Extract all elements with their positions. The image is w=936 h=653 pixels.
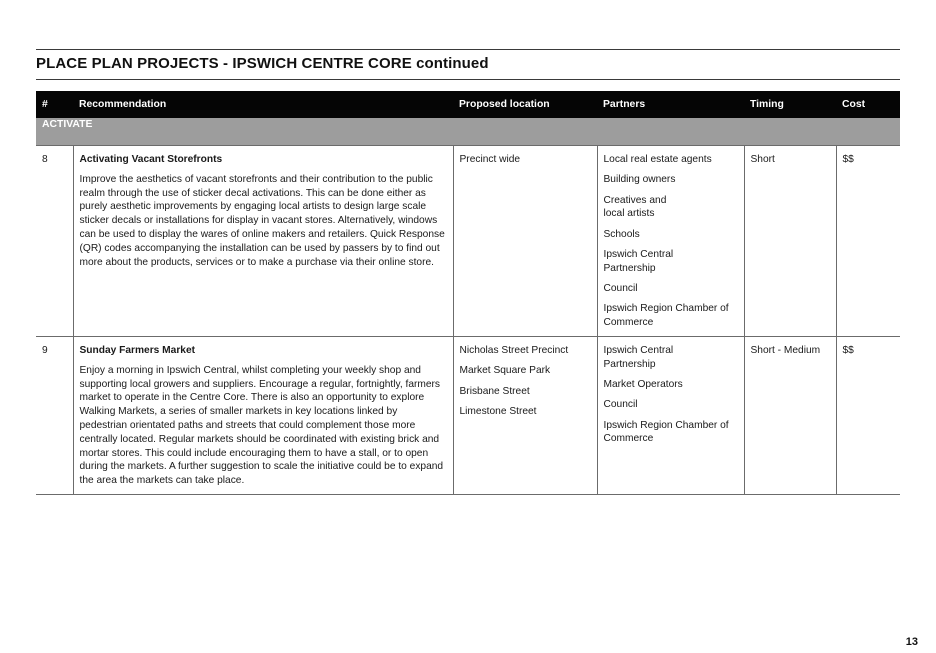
- partner-item: Creatives and local artists: [603, 194, 667, 220]
- cost-cell: $$: [836, 336, 900, 494]
- recommendation-cell: [73, 146, 453, 337]
- section-label: ACTIVATE: [36, 118, 900, 146]
- partner-item: Local real estate agents: [603, 154, 712, 165]
- recommendation-title: Activating Vacant Storefronts: [79, 154, 223, 165]
- location-item: Limestone Street: [459, 405, 537, 417]
- location-item: Market Square Park: [459, 365, 551, 377]
- header-timing: Timing: [744, 91, 836, 118]
- location-cell: [453, 336, 597, 494]
- row-num: 8: [36, 146, 73, 337]
- header-partners: Partners: [597, 91, 744, 118]
- section-row: [36, 118, 900, 146]
- location-item: Precinct wide: [459, 154, 521, 165]
- row-num: 9: [36, 336, 73, 494]
- partner-item: Ipswich Region Chamber of Commerce: [603, 419, 729, 445]
- header-num: #: [36, 91, 73, 118]
- header-cost: Cost: [836, 91, 900, 118]
- recommendation-description: Improve the aesthetics of vacant storefronts and their contribution to the public realm through the use of sticker decal activations. This can be done either as purely aesthetic improvements by engaging local artists to design large scale sticker decals or installations for display in vacant stores. Alternatively, windows can be used to display the wares of online makers and retailers. Quick Response (QR) codes accompanying the installation can be used by passers by to find out more about the products, services or to make a purchase via their online store.: [79, 173, 445, 268]
- title-bottom-rule: [36, 79, 900, 80]
- title-top-rule: [36, 49, 900, 50]
- partner-item: Ipswich Central Partnership: [603, 248, 674, 274]
- partner-item: Ipswich Region Chamber of Commerce: [603, 303, 729, 329]
- partner-item: Building owners: [603, 174, 676, 186]
- partner-item: Council: [603, 283, 638, 295]
- recommendation-cell: [73, 336, 453, 494]
- projects-table: [36, 91, 900, 495]
- partner-item: Council: [603, 399, 638, 411]
- table-row: [36, 336, 900, 494]
- location-item: Nicholas Street Precinct: [459, 344, 569, 356]
- page-number: 13: [905, 636, 918, 648]
- timing-cell: Short - Medium: [744, 336, 836, 494]
- partners-cell: [597, 336, 744, 494]
- page-title: PLACE PLAN PROJECTS - IPSWICH CENTRE CORE continued: [36, 55, 489, 72]
- partner-item: Market Operators: [603, 379, 683, 391]
- timing-cell: Short: [744, 146, 836, 337]
- partners-cell: [597, 146, 744, 337]
- table-row: [36, 146, 900, 337]
- partner-item: Schools: [603, 228, 640, 240]
- partner-item: Ipswich Central Partnership: [603, 344, 674, 370]
- header-location: Proposed location: [453, 91, 597, 118]
- table-header-row: [36, 91, 900, 118]
- location-cell: [453, 146, 597, 337]
- recommendation-title: Sunday Farmers Market: [79, 344, 196, 356]
- header-recommendation: Recommendation: [73, 91, 453, 118]
- cost-cell: $$: [836, 146, 900, 337]
- recommendation-description: Enjoy a morning in Ipswich Central, whilst completing your weekly shop and supporting local growers and suppliers. Encourage a regular, fortnightly, farmers market to operate in the Centre Core. There is also an opportunity to explore Walking Markets, a series of smaller markets in key locations linked by pedestrian orientated paths and streets that could complement those more centrally located. Regular markets should be coordinated with existing brick and mortar stores. This could include encouraging them to have a stall, or to open during the markets. A further suggestion to scale the initiative could be to expand the area the markets can take place.: [79, 364, 444, 487]
- location-item: Brisbane Street: [459, 385, 530, 397]
